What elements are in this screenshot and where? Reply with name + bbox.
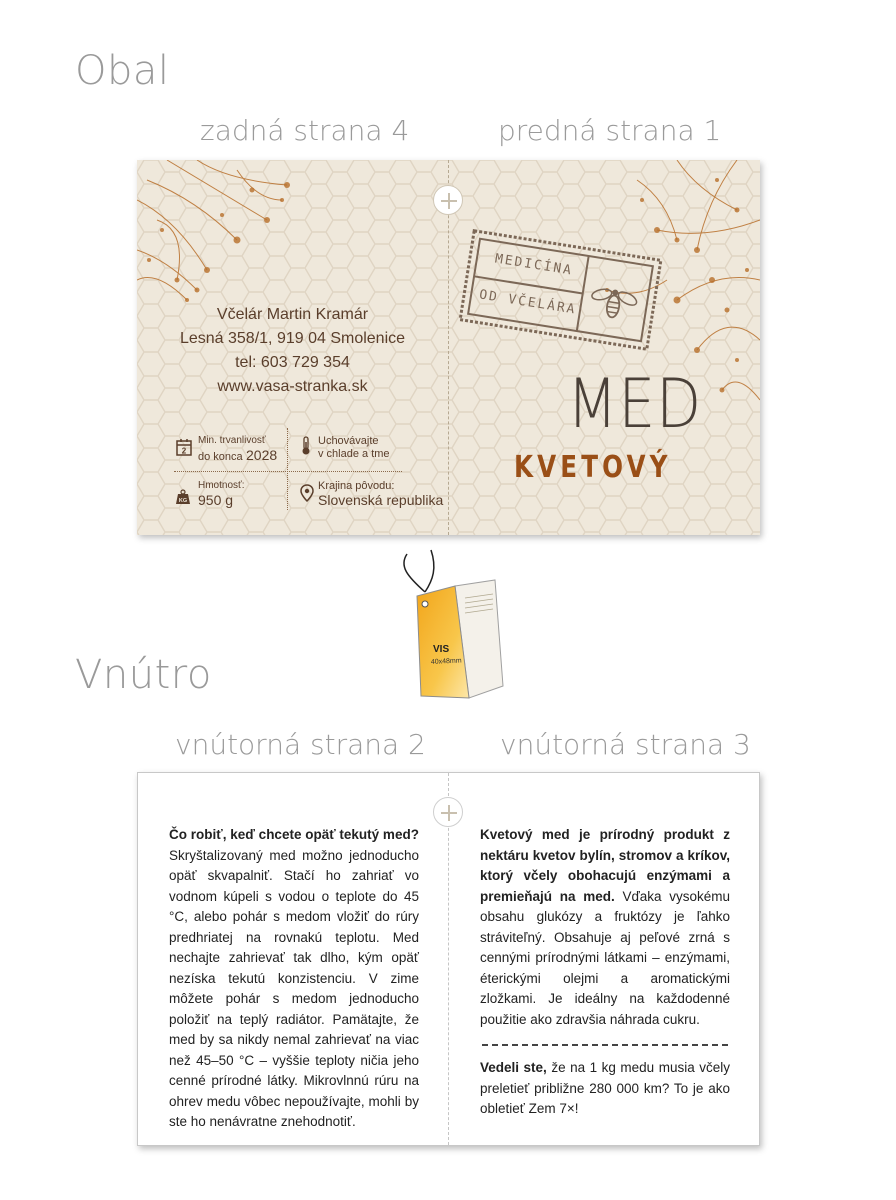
fact-separator xyxy=(482,1044,728,1046)
inner-section-title: Vnútro xyxy=(75,652,212,698)
fact-lead: Vedeli ste, xyxy=(480,1060,547,1075)
outer-section-title: Obal xyxy=(75,48,170,94)
product-title: MED xyxy=(567,365,703,444)
inner-right-intro: Kvetový med je prírodný produkt z nektáru kvetov bylín, stromov a kríkov, ktorý včely obohacujú enzýmami a premieňajú na med. xyxy=(480,827,730,904)
stamp-line-1: MEDICÍNA xyxy=(493,251,574,279)
inner-right-text xyxy=(480,825,730,1030)
beekeeper-name: Včelár Martin Kramár xyxy=(216,306,369,323)
back-page-label: zadná strana 4 xyxy=(200,114,410,147)
location-pin-icon xyxy=(300,484,314,502)
expiry-value: do konca 2028 xyxy=(198,447,278,463)
bee-icon xyxy=(588,285,640,321)
origin-value: Slovenská republika xyxy=(318,492,444,508)
weight-value: 950 g xyxy=(198,492,234,508)
inner-left-heading: Čo robiť, keď chcete opäť tekutý med? xyxy=(169,827,419,842)
origin-label: Krajina pôvodu: xyxy=(318,480,395,492)
storage-label: Uchovávajte v chlade a tme xyxy=(318,435,390,460)
inner-hang-hole xyxy=(433,797,463,827)
inner-card xyxy=(137,772,760,1146)
inner-left-page-label: vnútorná strana 2 xyxy=(175,728,426,761)
weight-icon xyxy=(175,489,191,505)
beekeeper-website: www.vasa-stranka.sk xyxy=(217,378,368,395)
expiry-label: Min. trvanlivosť xyxy=(198,435,266,446)
tag-illustration xyxy=(395,548,515,713)
inner-right-body: Vďaka vysokému obsahu glukózy a fruktózy je ľahko stráviteľný. Obsahuje aj peľové zrná s cennými prírodnými látkami – enzýmami, éterickými olejmi a aromatickými zložkami. Je ideálny na každodenné použitie ako zdravšia náhrada cukru. xyxy=(480,888,730,1027)
inner-fold-line xyxy=(448,773,449,1145)
info-divider-horizontal xyxy=(174,471,402,472)
beekeeper-phone: tel: 603 729 354 xyxy=(235,354,350,371)
tag-size: 40x48mm xyxy=(430,657,462,666)
cover-fold-line xyxy=(448,160,449,535)
svg-text:KG: KG xyxy=(178,498,188,504)
beekeeper-address: Lesná 358/1, 919 04 Smolenice xyxy=(179,330,406,347)
thermometer-icon xyxy=(300,436,312,456)
inner-left-body: Skryštalizovaný med možno jednoducho opäť skvapalniť. Stačí ho zahriať vo vodnom kúpeli s vodou o teplote do 45 °C, alebo pohár s medom vložiť do rúry predhriatej na rovnakú teplotu. Med nechajte zahrievať tak dlho, kým opäť nezíska tekutú konzistenciu. V zime môžete pohár s medom jednoducho položiť na teplý radiátor. Pamätajte, že med by sa nikdy nemal zahrievať na viac než 45–50 °C – vyššie teploty ničia jeho cenné prírodné látky. Mikrovlnnú rúru na ohrev medu vôbec nepoužívajte, mohli by ste ho nenávratne znehodnotiť. xyxy=(169,847,419,1129)
inner-left-text xyxy=(169,825,419,1133)
svg-text:2: 2 xyxy=(181,446,187,456)
weight-label: Hmotnosť: xyxy=(198,480,245,491)
inner-right-page-label: vnútorná strana 3 xyxy=(500,728,751,761)
cover-card xyxy=(137,160,760,535)
tag-label: VIS xyxy=(433,644,450,655)
calendar-icon xyxy=(176,438,192,456)
fact-body: že na 1 kg medu musia včely preletieť približne 280 000 km? To je ako obletieť Zem 7×! xyxy=(480,1060,730,1116)
hang-hole xyxy=(433,185,463,215)
front-page-label: predná strana 1 xyxy=(498,114,722,147)
info-divider-vertical xyxy=(287,428,288,510)
fact-text xyxy=(480,1058,730,1120)
product-subtitle: KVETOVÝ xyxy=(514,450,672,485)
stamp-line-2: OD VČELÁRA xyxy=(478,287,578,318)
